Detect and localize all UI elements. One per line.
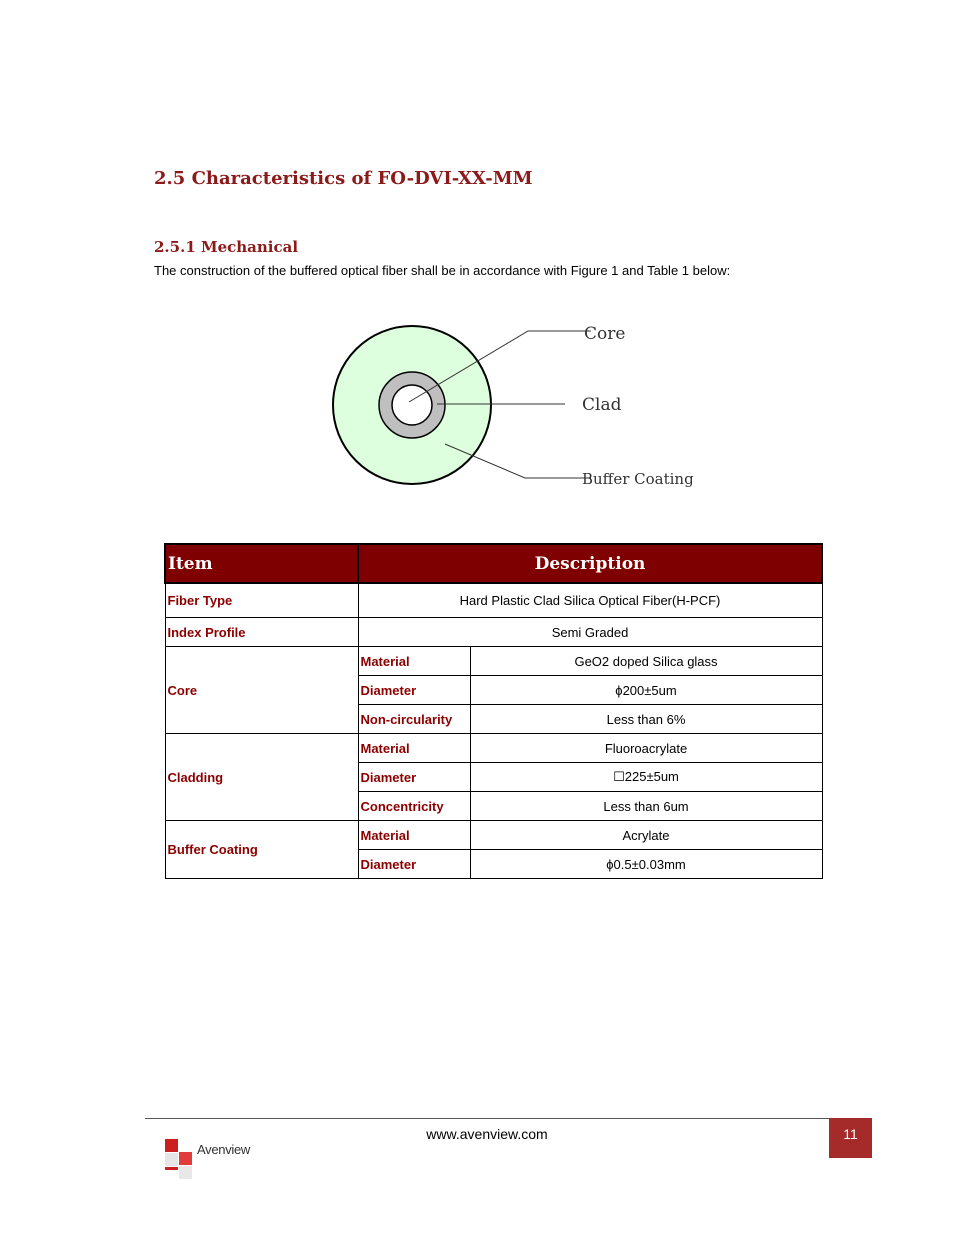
header-description: Description [358,544,822,583]
buffer-label: Buffer Coating [582,470,694,488]
table-row [165,821,822,850]
section-title: 2.5 Characteristics of FO-DVI-XX-MM [154,168,533,189]
core-material-label: Material [358,647,470,676]
core-group-label: Core [165,647,358,734]
cladding-diameter-label: Diameter [358,763,470,792]
fiber-type-value: Hard Plastic Clad Silica Optical Fiber(H-PCF) [358,583,822,618]
core-label: Core [584,324,626,344]
buffer-diameter-value: ϕ0.5±0.03mm [470,850,822,879]
page-number: 11 [829,1118,872,1158]
logo-text: Avenview [197,1142,251,1157]
index-profile-label: Index Profile [165,618,358,647]
table-row [165,583,822,618]
fiber-cross-section-figure [325,318,695,498]
cladding-group-label: Cladding [165,734,358,821]
index-profile-value: Semi Graded [358,618,822,647]
footer-url: www.avenview.com [426,1126,548,1142]
buffer-diameter-label: Diameter [358,850,470,879]
core-diameter-value: ϕ200±5um [470,676,822,705]
header-item: Item [165,544,358,583]
fiber-type-label: Fiber Type [165,583,358,618]
core-circle [392,385,432,425]
core-noncircularity-value: Less than 6% [470,705,822,734]
intro-paragraph: The construction of the buffered optical fiber shall be in accordance with Figure 1 and Table 1 below: [154,263,731,278]
cladding-diameter-value: ☐225±5um [470,763,822,792]
cladding-material-value: Fluoroacrylate [470,734,822,763]
table-row [165,618,822,647]
avenview-logo-icon [163,1136,197,1182]
table-header-row [165,544,822,583]
table-row [165,647,822,676]
footer-divider [145,1118,829,1119]
fiber-spec-table [164,543,823,879]
clad-label: Clad [582,395,622,415]
core-material-value: GeO2 doped Silica glass [470,647,822,676]
table-row [165,734,822,763]
core-diameter-label: Diameter [358,676,470,705]
buffer-material-label: Material [358,821,470,850]
cladding-material-label: Material [358,734,470,763]
core-noncircularity-label: Non-circularity [358,705,470,734]
buffer-group-label: Buffer Coating [165,821,358,879]
buffer-material-value: Acrylate [470,821,822,850]
cladding-concentricity-label: Concentricity [358,792,470,821]
subsection-title: 2.5.1 Mechanical [154,238,299,256]
cladding-concentricity-value: Less than 6um [470,792,822,821]
